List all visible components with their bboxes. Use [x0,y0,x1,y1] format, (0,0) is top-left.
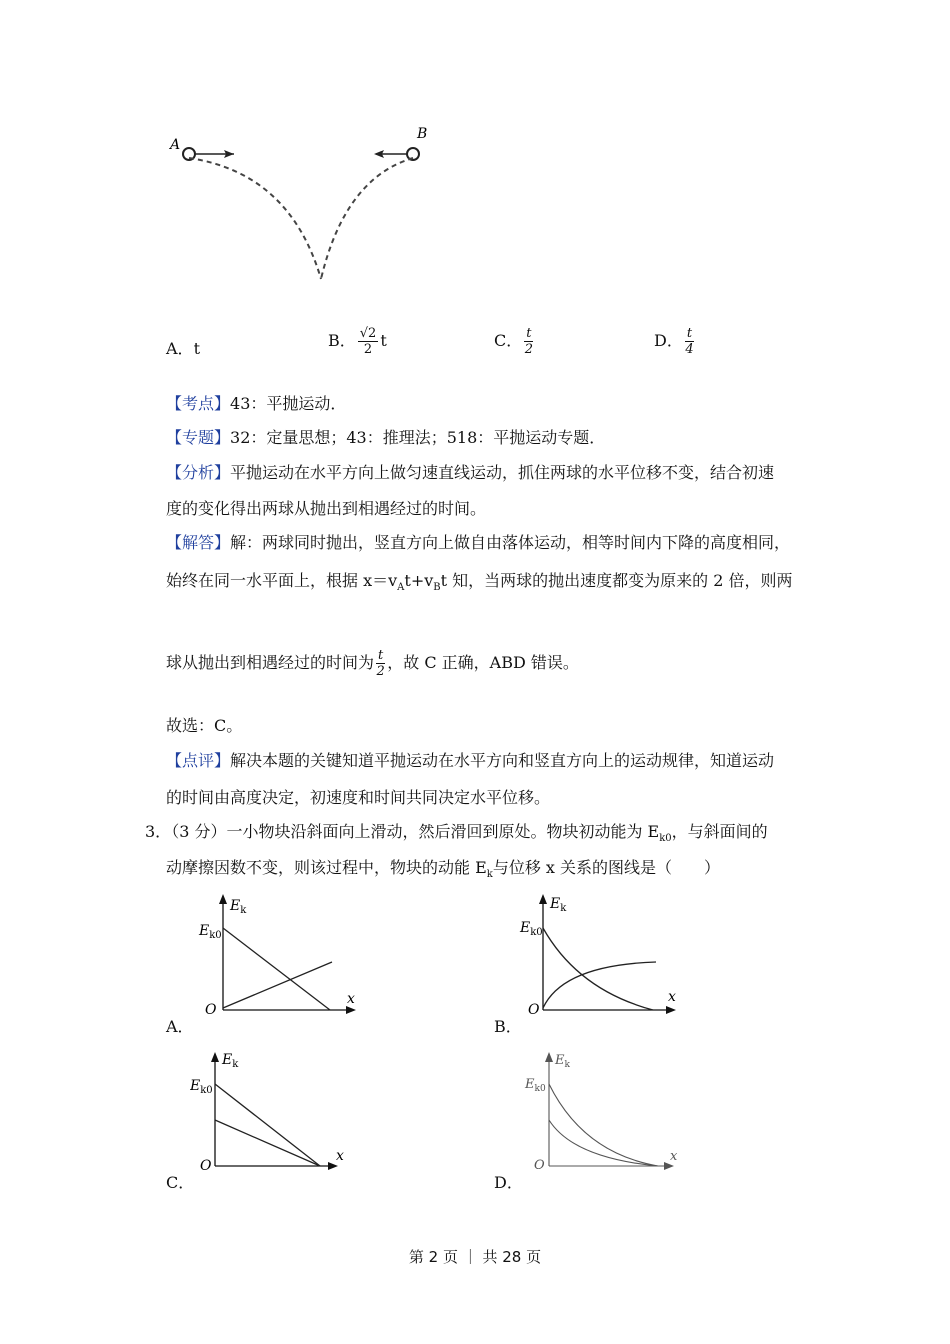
option-c-den: 2 [524,342,533,357]
graph-c-y-arrow [211,1052,219,1062]
q3-line-1 [145,821,768,850]
graph-a-option: A． [166,1017,194,1036]
footer-page-b: 页 ｜ 共 [438,1248,503,1266]
jieda-frac-num: t [378,648,384,663]
option-d-letter: D． [654,331,683,350]
graph-b [518,890,698,1020]
graph-c-line-upper [215,1084,320,1166]
option-a-letter: A． [166,339,194,358]
fenxi-text-2: 度的变化得出两球从抛出到相遇经过的时间。 [166,499,487,518]
q3-text-2a: 动摩擦因数不变，则该过程中，物块的动能 E [166,858,487,877]
page-footer [0,1246,950,1267]
jieda-text-1: 解：两球同时抛出，竖直方向上做自由落体运动，相等时间内下降的高度相同， [230,533,791,552]
graph-c-ek0-label: $E_{k0}$ [190,1078,213,1096]
q3-text-1b: ，与斜面间的 [671,822,768,841]
graph-c-x-label: x [336,1148,344,1164]
zhuanti-text: 32：定量思想；43：推理法；518：平抛运动专题． [230,428,606,447]
dianping-text-2: 的时间由高度决定，初速度和时间共同决定水平位移。 [166,788,551,807]
option-c [494,326,535,357]
option-d-den: 4 [685,342,694,357]
kaodian-line [166,393,346,415]
jieda-text-2b: t+v [404,571,434,590]
q3-line-2 [166,857,720,886]
option-c-letter: C． [494,331,523,350]
graph-d-origin: O [534,1158,545,1173]
graph-d-y-arrow [545,1052,553,1062]
graph-c-line-lower [215,1120,320,1166]
footer-page-a: 第 [408,1248,429,1266]
fenxi-line-1 [166,462,774,484]
graph-a-line-up [223,962,332,1008]
jieda-tag: 【解答】 [166,533,231,552]
graph-b-y-arrow [539,894,547,904]
graph-c-y-label: $E_k$ [222,1052,239,1070]
graph-b-ek0-label: $E_{k0}$ [520,920,543,938]
fenxi-line-2 [166,498,486,520]
jieda-sub-a: A [397,582,405,594]
option-a [166,336,200,359]
jieda-text-2a: 始终在同一水平面上，根据 x＝v [166,571,398,590]
graph-d-option: D． [494,1173,523,1192]
jieda-text-3b: ，故 C 正确，ABD 错误。 [387,653,579,672]
jieda-line-3 [166,648,579,679]
trajectory-b [321,158,413,279]
option-a-text: t [193,339,200,358]
option-b-tail: t [380,331,387,350]
graph-a [190,890,370,1020]
guxuan-text: 故选：C。 [166,716,243,735]
option-b-num: √2 [359,326,377,341]
jieda-line-1 [166,532,790,554]
graph-c-option: C． [166,1173,195,1192]
footer-page-total: 28 [502,1248,522,1266]
q3-number: 3． [145,822,172,841]
footer-page-c: 页 [521,1248,542,1266]
graph-a-x-arrow [346,1006,356,1014]
guxuan-line [166,715,242,737]
graph-a-origin: O [205,1002,217,1018]
option-d [654,326,696,357]
label-b: B [417,126,428,142]
graph-d-x-label: x [670,1149,678,1164]
kaodian-tag: 【考点】 [166,394,231,413]
kaodian-text: 43：平抛运动． [230,394,347,413]
q3-sub-2: k [486,869,493,881]
graph-d-curve-lower [549,1120,658,1166]
zhuanti-tag: 【专题】 [166,428,231,447]
graph-b-x-label: x [668,989,676,1005]
option-d-num: t [686,326,693,341]
projectile-figure [160,118,440,288]
footer-page-num: 2 [428,1248,439,1266]
graph-b-origin: O [528,1002,540,1018]
option-b-den: 2 [363,342,373,357]
zhuanti-line [166,427,605,449]
graph-d-curve-upper [549,1084,658,1166]
option-b-letter: B． [328,331,356,350]
graph-b-y-label: $E_k$ [550,896,567,914]
graph-d-y-label: $E_k$ [555,1053,570,1070]
dianping-text-1: 解决本题的关键知道平抛运动在水平方向和竖直方向上的运动规律，知道运动 [230,751,775,770]
graph-c-origin: O [200,1158,212,1174]
graph-a-x-label: x [347,991,355,1007]
graph-a-ek0-label: $E_{k0}$ [199,923,222,941]
q3-text-2b: 与位移 x 关系的图线是（ ） [492,858,721,877]
option-b [328,326,387,357]
jieda-sub-b: B [433,582,441,594]
label-a: A [170,137,181,153]
dianping-line-1 [166,750,774,772]
dianping-line-2 [166,787,550,809]
jieda-line-2 [166,570,793,599]
fenxi-tag: 【分析】 [166,463,231,482]
graph-d-ek0-label: $E_{k0}$ [525,1077,546,1094]
jieda-text-2c: t 知，当两球的抛出速度都变为原来的 2 倍，则两 [440,571,793,590]
graph-a-y-label: $E_k$ [230,898,247,916]
fenxi-text-1: 平抛运动在水平方向上做匀速直线运动，抓住两球的水平位移不变，结合初速 [230,463,775,482]
trajectory-a [189,158,321,279]
dianping-tag: 【点评】 [166,751,231,770]
graph-d [518,1048,698,1178]
jieda-text-3a: 球从抛出到相遇经过的时间为 [166,653,375,672]
graph-b-option: B． [494,1017,522,1036]
graph-c [190,1048,370,1178]
q3-text-1a: （3 分）一小物块沿斜面向上滑动，然后滑回到原处。物块初动能为 E [171,822,660,841]
graph-b-curve-up [543,962,656,1008]
graph-b-x-arrow [666,1006,676,1014]
option-c-num: t [526,326,532,341]
jieda-frac-den: 2 [376,664,385,679]
q3-sub-1: k0 [659,833,672,845]
graph-a-y-arrow [219,894,227,904]
